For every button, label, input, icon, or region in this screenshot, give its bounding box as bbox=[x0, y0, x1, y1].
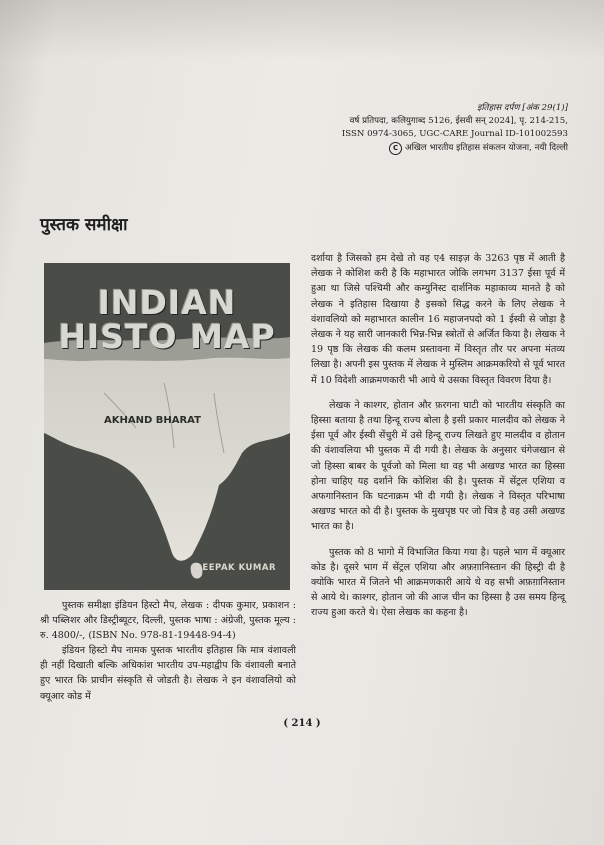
right-paragraph: लेखक ने काश्गर, होतान और फ़रगना घाटी को भारतीय संस्कृति का हिस्सा बताया है तथा हिन्दू राज्य बोला है इसी प्रकार मालदीव को लेखक ने ईसा पूर्व और ईस्वी सेंचुरी में उसे हिन्दू राज्य लिखते हुए मालदीव व होतान की वंशावलिया भी पुस्तक में दी गयी है। लेखक के अनुसार चंगेजखान से जो हिस्सा बाबर के पूर्वजो को मिला था वह भी अखण्ड भारत का हिस्सा होना चाहिए यह दर्शाने कि कोशिश की है। पुस्तक में सेंट्रल एशिया व अफगानिस्तान कि घटनाक्रम भी दी गयी है। लेखक ने विस्तृत परिभाषा अखण्ड भारत को दी है। पुस्तक के मुखपृष्ठ पर जो चित्र है वह उसी अखण्ड भारत का है। bbox=[311, 399, 565, 533]
journal-issn: ISSN 0974-3065, UGC-CARE Journal ID-101002593 bbox=[341, 129, 568, 140]
left-column bbox=[40, 598, 296, 704]
right-paragraph: दर्शाया है जिसको हम देखे तो वह ए4 साइज़ के 3263 पृष्ठ में आती है लेखक ने कोशिश करी है कि महाभारत जोकि लगभग 3137 ईसा पूर्व में हुआ था जिसे पश्चिमी और कम्युनिस्ट दार्शनिक महाकाव्य मानते है को लेखक ने इतिहास दिखाया है इसको सिद्ध करने के लिए लेखक ने वंशावलियो को महाभारत कालीन 16 महाजनपदो को 1 ईस्वी से जोड़ा है लेखक ने यह सारी जानकारी भिन्न-भिन्न स्त्रोतों से अर्जित किया है। लेखक ने 19 पृष्ठ कि लेखक की कलम प्रस्तावना में विस्तृत तौर पर अपना मंतव्य लिखा है। अपनी इस पुस्तक में लेखक ने मुस्लिम आक्रमकरियो से पूर्व भारत में 10 विदेशी आक्रमणकारी भी आये थे उसका विस्तृत विवरण दिया है। bbox=[311, 253, 565, 386]
book-cover-image bbox=[44, 263, 290, 590]
journal-name: इतिहास दर्पण [अंक 29(1)] bbox=[477, 103, 568, 113]
cover-title-line1: INDIAN bbox=[97, 283, 237, 322]
journal-issue: वर्ष प्रतिपदा, कलियुगाब्द 5126, ईसवी सन् 2024], पृ. 214-215, bbox=[349, 116, 568, 127]
page-shadow bbox=[0, 0, 604, 60]
cover-author: DEEPAK KUMAR bbox=[194, 563, 276, 573]
right-paragraph: पुस्तक को 8 भागो में विभाजित किया गया है। पहले भाग में क्यूआर कोड है। दूसरे भाग में सेंट्रल एशिया और अफ़ग़ानिस्तान की हिस्ट्री दी है क्योकि भारत में जितने भी आक्रमणकारी आये थे वह सभी अफ़ग़ानिस्तान से आये थे। काश्गर, होतान जो की आज चीन का हिस्सा है उस समय हिन्दू राज्य हुआ करते थे। ऐसा लेखक का कहना है। bbox=[311, 546, 565, 619]
copyright-icon: C bbox=[389, 142, 402, 155]
page-number: ( 214 ) bbox=[283, 718, 321, 729]
journal-publisher: अखिल भारतीय इतिहास संकलन योजना, नयी दिल्ली bbox=[405, 142, 568, 153]
right-column bbox=[311, 251, 565, 631]
left-paragraph: इंडियन हिस्टो मैप नामक पुस्तक भारतीय इतिहास कि मात्र वंशावली ही नहीं दिखाती बल्कि अधिकांश भारतीय उप-महाद्वीप कि वंशावली बनाते हुए भारत कि प्राचीन संस्कृति से जोडती है। लेखक ने इन वंशावलियो को क्यूआर कोड में bbox=[40, 645, 296, 702]
journal-header bbox=[268, 102, 568, 155]
cover-subtitle: AKHAND BHARAT bbox=[104, 415, 201, 426]
cover-title-line2: HISTO MAP bbox=[58, 317, 276, 356]
book-caption: पुस्तक समीक्षा इंडियन हिस्टो मैप, लेखक : दीपक कुमार, प्रकाशन : श्री पब्लिशर और डिस्ट्रीब्यूटर, दिल्ली, पुस्तक भाषा : अंग्रेजी, पुस्तक मूल्य : रु. 4800/-, (ISBN No. 978-81-19448-94-4) bbox=[40, 600, 296, 642]
journal-publisher-line bbox=[389, 142, 568, 155]
section-title: पुस्तक समीक्षा bbox=[40, 215, 128, 235]
